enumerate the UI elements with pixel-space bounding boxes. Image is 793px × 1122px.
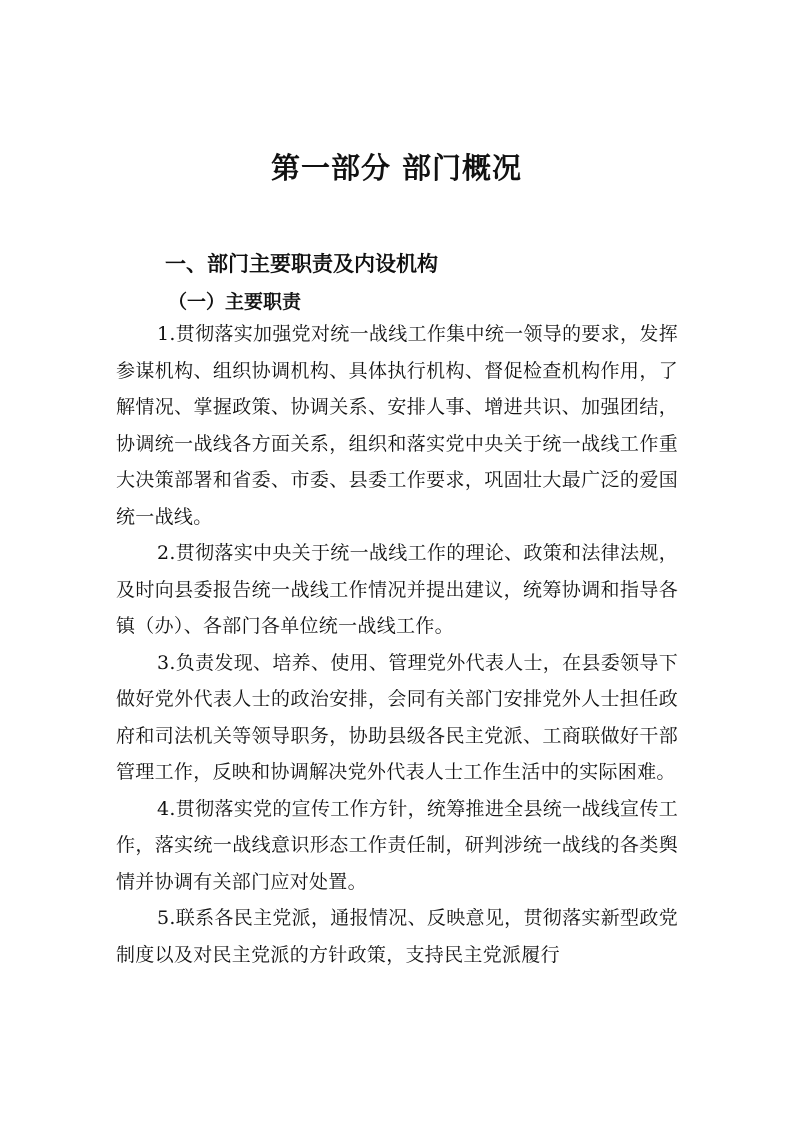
document-title: 第一部分 部门概况	[270, 151, 523, 185]
duty-paragraph-1: 1.贯彻落实加强党对统一战线工作集中统一领导的要求，发挥参谋机构、组织协调机构、具体执行机构、督促检查机构作用，了解情况、掌握政策、协调关系、安排人事、增进共识、加强团结，协调统一战线各方面关系，组织和落实党中央关于统一战线工作重大决策部署和省委、市委、县委工作要求，巩固壮大最广泛的爱国统一战线。	[116, 323, 678, 528]
duty-paragraph-5: 5.联系各民主党派，通报情况、反映意见，贯彻落实新型政党制度以及对民主党派的方针政策，支持民主党派履行	[116, 907, 678, 966]
duty-paragraph-2: 2.贯彻落实中央关于统一战线工作的理论、政策和法律法规，及时向县委报告统一战线工作情况并提出建议，统筹协调和指导各镇（办）、各部门各单位统一战线工作。	[116, 542, 678, 637]
section-heading: 一、部门主要职责及内设机构	[165, 252, 438, 276]
body-text	[116, 316, 678, 973]
sub-heading: （一）主要职责	[168, 291, 302, 313]
duty-paragraph-4: 4.贯彻落实党的宣传工作方针，统筹推进全县统一战线宣传工作，落实统一战线意识形态工作责任制，研判涉统一战线的各类舆情并协调有关部门应对处置。	[116, 797, 678, 893]
duty-paragraph-3: 3.负责发现、培养、使用、管理党外代表人士，在县委领导下做好党外代表人士的政治安排，会同有关部门安排党外人士担任政府和司法机关等领导职务，协助县级各民主党派、工商联做好干部管理工作，反映和协调解决党外代表人士工作生活中的实际困难。	[116, 651, 678, 783]
